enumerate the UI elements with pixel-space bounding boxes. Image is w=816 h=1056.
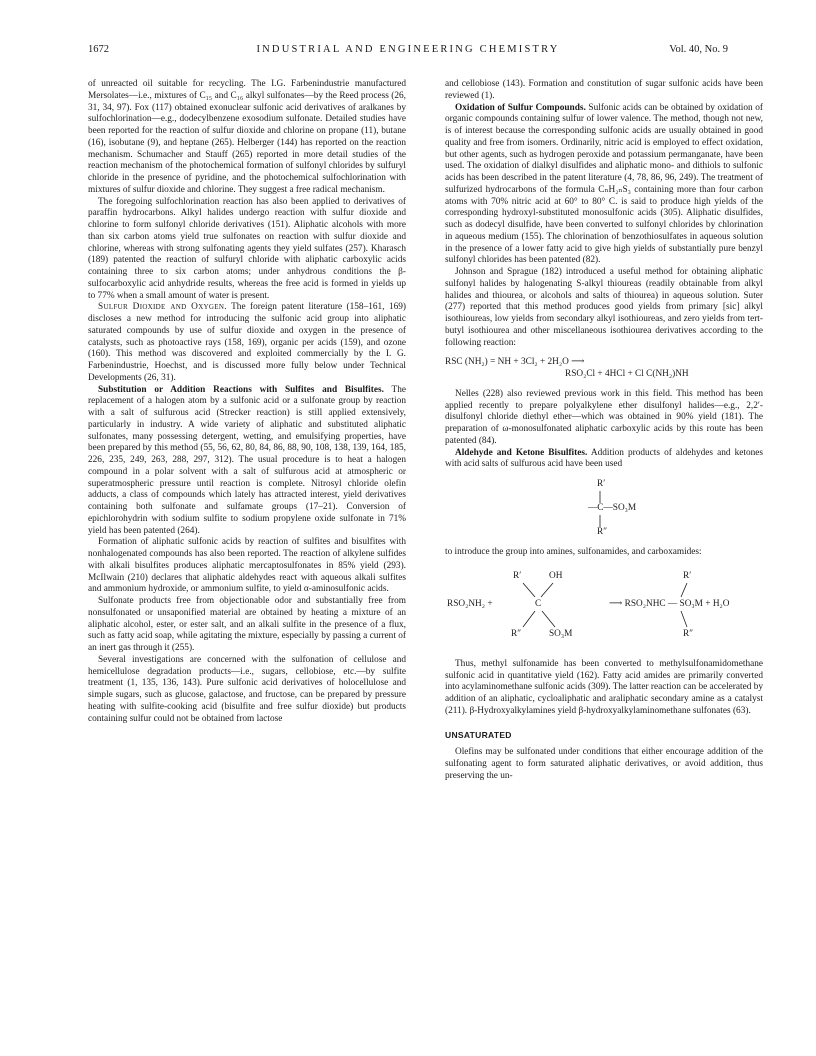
structure-label: RSO₂NH₂ + [447, 598, 493, 609]
paragraph-text: Sulfonic acids can be obtained by oxidation of organic compounds containing sulfur of lower valence. The method, though not new, is of interest because the corresponding sulfonic acids are usually obtained in good quality and free from isomers. Ordinarily, nitric acid is employed to effect oxidation, but other agents, such as hydrogen peroxide and potassium permanganate, have been used. The oxidation of dialkyl disulfides and aliphatic mono- and dithiols to sulfonic acids has been described in the patent literature (4, 78, 86, 96, 249). The treatment of sulfurized hydrocarbons of the formula CₙH₂ₙS₃ containing more than four carbon atoms with 70% nitric acid at 60° to 80° C. is said to produce high yields of the corresponding hydroxyl-substituted monosulfonic acids (305). Aliphatic disulfides, such as dodecyl disulfide, have been converted to sulfonyl chlorides by chlorination in aqueous medium (155). The chlorination of benzothiosulfates in aqueous solution in the presence of a lower fatty acid to give high yields of substantially pure benzyl sulfonyl chlorides has been patented (82). [445, 102, 763, 266]
structure-label: R′ [513, 570, 522, 581]
paragraph [88, 302, 406, 384]
section-heading: Substitution or Addition Reactions with Sulfites and Bisulfites. [98, 384, 384, 395]
page-header [88, 44, 728, 60]
structure-label: C [535, 598, 542, 609]
paragraph: Thus, methyl sulfonamide has been converted to methylsulfonamidomethane sulfonic acid in quantitative yield (162). Fatty acid amides are primarily converted into acylaminomethane sulfonic acids (309). The latter reaction can be accelerated by addition of an aliphatic, cycloaliphatic and araliphatic secondary amine as a catalyst (211). β-Hydroxyalkylamines yield β-hydroxyalkylaminomethane sulfonates (63). [445, 658, 763, 716]
sulfonate-structure [445, 477, 763, 541]
paragraph: and cellobiose (143). Formation and constitution of sugar sulfonic acids have been reviewed (1). [445, 79, 763, 101]
volume-issue: Vol. 40, No. 9 [669, 44, 728, 55]
structure-label: R′ [683, 570, 692, 581]
paragraph: Olefins may be sulfonated under conditions that either encourage addition of the sulfonating agent to form saturated aliphatic derivatives, or avoid addition, thus preserving the un- [445, 747, 763, 781]
paragraph: to introduce the group into amines, sulfonamides, and carboxamides: [445, 547, 702, 557]
paragraph: Sulfonate products free from objectionable odor and substantially free from nonsulfonated or unsaponified material are obtained by heating a mixture of an aliphatic alcohol, ester, or ester salt, and an alkali sulfite in the presence of a flux, such as fatty acid soap, while agitating the mixture, especially by passing a current of an inert gas through it (255). [88, 596, 406, 653]
paragraph [88, 385, 406, 538]
paragraph-text: The replacement of a halogen atom by a sulfonic acid or a sulfonate group by reaction with a salt of sulfurous acid (Strecker reaction) is still applied extensively, particularly in industry. A wide variety of aliphatic and substituted aliphatic sulfonates, many possessing detergent, wetting, and emulsifying properties, have been prepared by this method (55, 56, 62, 80, 84, 86, 88, 90, 108, 138, 139, 164, 185, 226, 235, 249, 263, 288, 297, 312). The usual procedure is to heat a halogen compound in a polar solvent with a salt of sulfurous acid at atmospheric or superatmospheric pressure until reaction is complete. Nitrosyl chloride olefin adducts, a class of compounds which lately has attracted interest, yield derivatives containing both sulfonate and sulfamate groups (17–21). Conversion of epichlorohydrin with sodium sulfite to sodium propylene oxide sulfonate in 71% yield has been patented (264). [88, 384, 406, 536]
paragraph: Nelles (228) also reviewed previous work in this field. This method has been applied recently to prepare polyalkylene ether disulfonyl halides—e.g., 2,2′-disulfonyl chloride diethyl ether—which was obtained in 90% yield (181). The preparation of ω-monosulfonated aliphatic carboxylic acids by this route has been patented (84). [445, 388, 763, 446]
paragraph: Johnson and Sprague (182) introduced a useful method for obtaining aliphatic sulfonyl halides by halogenating S-alkyl thioureas (readily obtainable from alkyl halides and thiourea, or alcohols and salts of thiourea) in aqueous solution. Suter (277) reported that this method produces good yields from primary [sic] alkyl isothioureas, low yields from secondary alkyl isothioureas, and zero yields from tert-butyl isothiourea and other miscellaneous isothiourea derivatives according to the following reaction: [445, 267, 763, 348]
left-column [88, 79, 406, 725]
paragraph [445, 448, 763, 472]
structure-label: OH [549, 570, 563, 581]
section-heading: UNSATURATED [445, 729, 512, 740]
paragraph-text: Addition products of aldehydes and ketones with acid salts of sulfurous acid have been used [445, 447, 764, 470]
run-in-heading: Sulfur Dioxide and Oxygen. [98, 302, 227, 313]
paragraph: Formation of aliphatic sulfonic acids by reaction of sulfites and bisulfites with nonhalogenated compounds has also been reported. The reaction of alkylene sulfides with alkali bisulfites produces aliphatic mercaptosulfonates in 85% yield (293). McIlwain (210) declares that aliphatic aldehydes react with aqueous alkali sulfites and ammonium hydroxide, or ammonium sulfite, to yield α-aminosulfonic acids. [88, 537, 406, 595]
paragraph [445, 103, 763, 268]
paragraph: of unreacted oil suitable for recycling. The I.G. Farbenindustrie manufactured Mersolates—i.e., mixtures of C₁₅ and C₁₆ alkyl sulfonates—by the Reed process (26, 31, 34, 97). Fox (117) obtained exonuclear sulfonic acid derivatives of aralkanes by sulfochlorination—e.g., dodecylbenzene exosodium sulfonate. Detailed studies have been reported for the reaction of sulfur dioxide and chlorine on propane (11), butane (16), isobutane (9), and heptane (265). Helberger (144) has reported on the reaction mechanism. Schumacher and Stauff (265) reported in more detail studies of the reaction mechanism of the photochemical formation of sulfonyl chlorides by sulfuryl chloride in the presence of pyridine, and the photochemical sulfochlorination with mixtures of sulfur dioxide and chlorine. They suggest a free radical mechanism. [88, 79, 406, 195]
reaction-equation [445, 357, 763, 381]
structure-label: R″ [511, 628, 522, 639]
page-number: 1672 [88, 44, 109, 55]
structure-label: —C—SO₃M [588, 503, 637, 513]
equation-line: RSO₂Cl + 4HCl + Cl C(NH₂)NH [565, 369, 689, 379]
structure-label: R′ [597, 479, 606, 489]
reaction-scheme [445, 565, 763, 649]
structure-label: ⟶ RSO₂NHC — SO₃M + H₂O [609, 598, 730, 609]
structure-label: R″ [683, 628, 694, 639]
equation-line: RSC (NH₂) = NH + 3Cl₂ + 2H₂O ⟶ [445, 357, 585, 368]
section-heading: Oxidation of Sulfur Compounds. [455, 102, 586, 113]
right-column [445, 79, 763, 783]
paragraph: Several investigations are concerned with the sulfonation of cellulose and hemicellulose degradation products—i.e., sugars, cellobiose, etc.—by sulfite treatment (1, 135, 136, 143). Pure sulfonic acid derivatives of holocellulose and simple sugars, such as glucose, galactose, and fructose, can be prepared by pressure heating with sulfite-cooking acid (bisulfite and free sulfur dioxide) but products containing sulfur could not be obtained from lactose [88, 654, 406, 724]
structure-label: R″ [597, 527, 608, 537]
structure-bonds [445, 565, 763, 649]
paragraph: The foregoing sulfochlorination reaction has also been applied to derivatives of paraffin hydrocarbons. Alkyl halides undergo reaction with sulfur dioxide and chlorine to form sulfonyl chloride derivatives (151). Aliphatic alcohols with more than six carbon atoms yield true sulfonates on reaction with sulfur dioxide and chlorine, whereas with strong sulfonating agents they yield sulfates (257). Kharasch (189) patented the reaction of sulfuryl chloride with aliphatic carboxylic acids containing three to six carbon atoms; under anhydrous conditions the β-sulfocarboxylic acid anhydride results, whereas the free acid is formed in yields up to 77% when a small amount of water is present. [88, 196, 406, 301]
paragraph-text: The foreign patent literature (158–161, 169) discloses a new method for introducing the sulfonic acid group into aliphatic saturated compounds by use of sulfur dioxide and oxygen in the presence of catalysts, such as photoactive rays (158, 169), organic per acids (159), and ozone (160). This method was discovered and exploited commercially by the I. G. Farbenindustrie, Hoechst, and is discussed more fully below under Technical Developments (26, 31). [88, 302, 406, 383]
journal-title: INDUSTRIAL AND ENGINEERING CHEMISTRY [256, 44, 560, 55]
structure-label: SO₃M [549, 628, 573, 639]
section-heading: Aldehyde and Ketone Bisulfites. [455, 447, 588, 458]
